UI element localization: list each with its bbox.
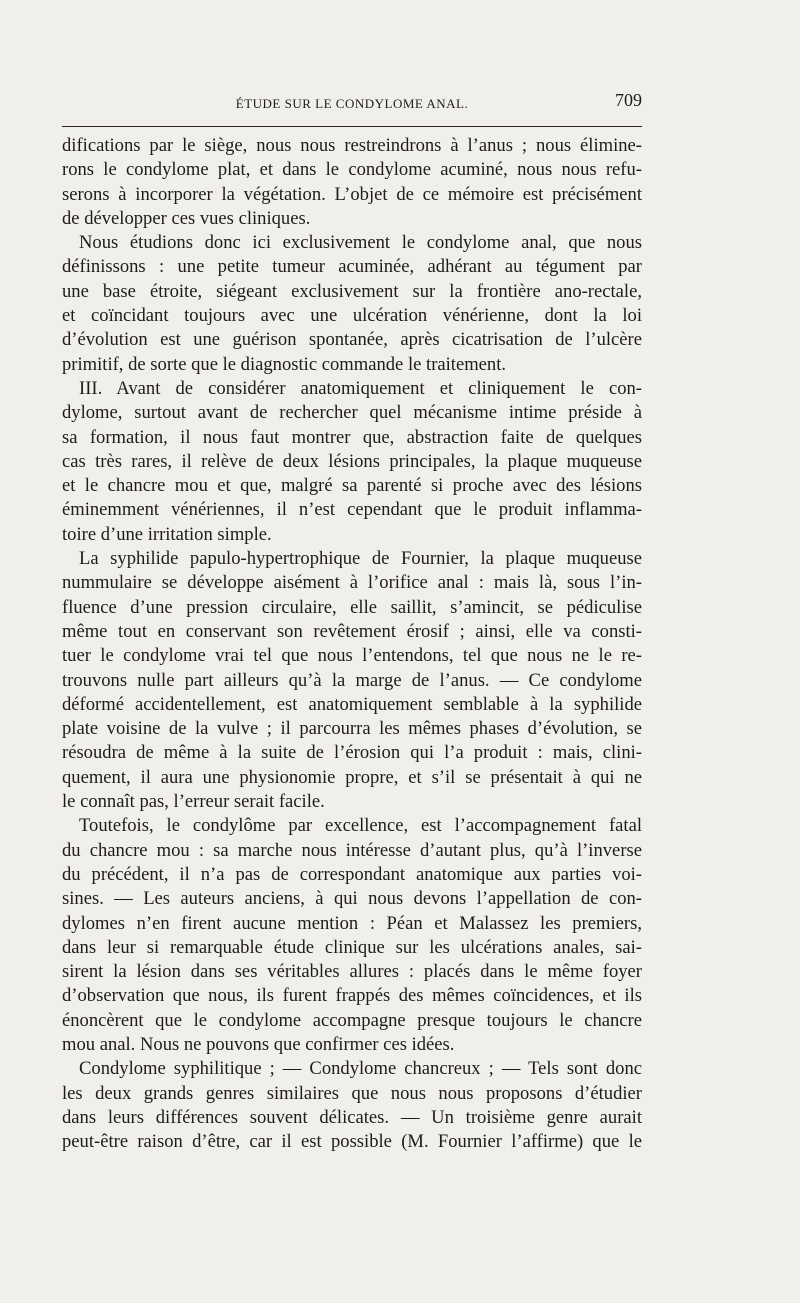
text-line: d’observation que nous, ils furent frappés des mêmes coïncidences, et ils bbox=[62, 985, 642, 1007]
running-title: ÉTUDE SUR LE CONDYLOME ANAL. bbox=[235, 96, 469, 111]
text-line: d’évolution est une guérison spontanée, après cicatrisation de l’ulcère bbox=[62, 329, 642, 351]
text-line: tuer le condylome vrai tel que nous l’entendons, tel que nous ne le re- bbox=[62, 645, 642, 667]
text-line: éminemment vénériennes, il n’est cependant que le produit inflamma- bbox=[62, 499, 642, 521]
page-number: 709 bbox=[615, 90, 642, 110]
text-line: Nous étudions donc ici exclusivement le condylome anal, que nous bbox=[79, 232, 642, 254]
text-line: du précédent, il n’a pas de correspondant anatomique aux parties voi- bbox=[62, 863, 642, 885]
text-line: cas très rares, il relève de deux lésions principales, la plaque muqueuse bbox=[62, 450, 642, 472]
text-line: résoudra de même à la suite de l’érosion qui l’a produit : mais, clini- bbox=[62, 742, 642, 764]
text-line: sa formation, il nous faut montrer que, abstraction faite de quelques bbox=[62, 426, 642, 448]
text-line: déformé accidentellement, est anatomiquement semblable à la syphilide bbox=[62, 693, 642, 715]
text-line: serons à incorporer la végétation. L’objet de ce mémoire est précisément bbox=[62, 183, 642, 205]
text-line: mou anal. Nous ne pouvons que confirmer ces idées. bbox=[62, 1033, 455, 1055]
text-line: quement, il aura une physionomie propre, et s’il se présentait à qui ne bbox=[62, 766, 642, 788]
text-line: primitif, de sorte que le diagnostic commande le traitement. bbox=[62, 353, 507, 375]
text-line: sines. — Les auteurs anciens, à qui nous devons l’appellation de con- bbox=[62, 888, 642, 910]
text-line: et coïncidant toujours avec une ulcération vénérienne, dont la loi bbox=[62, 305, 642, 327]
text-line: rons le condylome plat, et dans le condylome acuminé, nous nous refu- bbox=[62, 159, 642, 181]
text-line: une base étroite, siégeant exclusivement sur la frontière ano-rectale, bbox=[62, 280, 642, 302]
text-line: difications par le siège, nous nous restreindrons à l’anus ; nous élimine- bbox=[62, 135, 642, 156]
header-rule bbox=[62, 126, 642, 127]
text-line: Condylome syphilitique ; — Condylome chancreux ; — Tels sont donc bbox=[79, 1058, 642, 1080]
text-line: toire d’une irritation simple. bbox=[62, 523, 272, 545]
text-line: trouvons nulle part ailleurs qu’à la marge de l’anus. — Ce condylome bbox=[62, 669, 642, 691]
text-line: même tout en conservant son revêtement érosif ; ainsi, elle va consti- bbox=[62, 620, 642, 642]
text-line: peut-être raison d’être, car il est possible (M. Fournier l’affirme) que le bbox=[62, 1131, 642, 1153]
text-line: de développer ces vues cliniques. bbox=[62, 207, 311, 229]
text-line: Toutefois, le condylôme par excellence, est l’accompagnement fatal bbox=[79, 815, 642, 837]
text-line: dylomes n’en firent aucune mention : Péan et Malassez les premiers, bbox=[62, 912, 642, 934]
text-line: énoncèrent que le condylome accompagne presque toujours le chancre bbox=[62, 1009, 642, 1031]
text-line: nummulaire se développe aisément à l’orifice anal : mais là, sous l’in- bbox=[62, 572, 642, 594]
text-line: III. Avant de considérer anatomiquement et cliniquement le con- bbox=[79, 377, 642, 399]
text-line: définissons : une petite tumeur acuminée, adhérant au tégument par bbox=[62, 256, 642, 278]
text-line: et le chancre mou et que, malgré sa parenté si proche avec des lésions bbox=[62, 475, 642, 497]
text-line: dans leur si remarquable étude clinique sur les ulcérations anales, sai- bbox=[62, 936, 642, 958]
text-line: du chancre mou : sa marche nous intéresse d’autant plus, qu’à l’inverse bbox=[62, 839, 642, 861]
text-line: le connaît pas, l’erreur serait facile. bbox=[62, 791, 325, 813]
text-line: dans leurs différences souvent délicates. — Un troisième genre aurait bbox=[62, 1106, 642, 1128]
text-line: fluence d’une pression circulaire, elle saillit, s’amincit, se pédiculise bbox=[62, 596, 642, 618]
text-line: plate voisine de la vulve ; il parcourra les mêmes phases d’évolution, se bbox=[62, 718, 642, 740]
page-header bbox=[62, 86, 642, 112]
text-line: les deux grands genres similaires que nous nous proposons d’étudier bbox=[62, 1082, 642, 1104]
text-line: dylome, surtout avant de rechercher quel mécanisme intime préside à bbox=[62, 402, 642, 424]
book-page bbox=[62, 86, 642, 1153]
body-text bbox=[62, 134, 642, 1154]
text-line: La syphilide papulo-hypertrophique de Fournier, la plaque muqueuse bbox=[79, 548, 642, 570]
text-line: sirent la lésion dans ses véritables allures : placés dans le même foyer bbox=[62, 961, 642, 983]
